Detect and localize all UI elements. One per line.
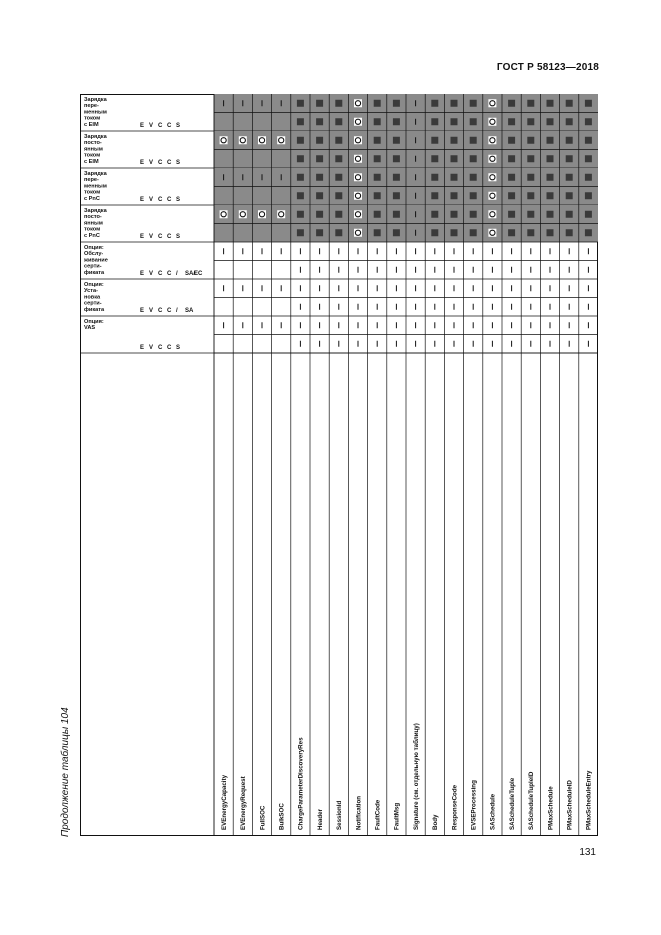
cell-mandatory (431, 118, 438, 125)
cell-mandatory (297, 137, 304, 144)
row-label: PMaxSchedule (547, 786, 555, 830)
cell-mandatory (470, 229, 477, 236)
cell-mandatory (335, 229, 342, 236)
group-sub-letter: EC (194, 271, 203, 277)
row-label: Notification (355, 795, 363, 830)
row-label: EVEnergyCapacity (220, 774, 228, 830)
group-header-line: пере- (84, 103, 99, 110)
cell-mandatory (316, 100, 323, 107)
group-header-line: Опция: (84, 282, 104, 288)
group-header-line: пере- (84, 177, 99, 184)
group-sub-letter: S (176, 197, 181, 203)
cell-mandatory (316, 118, 323, 125)
group-sub-letter: SA/ (185, 271, 196, 277)
cell-mandatory (470, 155, 477, 162)
group-header-line: Уста- (84, 288, 98, 295)
group-sub-letter: E (140, 345, 145, 351)
cell-mandatory (566, 137, 573, 144)
requirements-table (80, 94, 598, 836)
row-label: BulkSOC (278, 803, 286, 830)
row-label: ResponseCode (451, 784, 459, 830)
cell-mandatory (297, 174, 304, 181)
cell-mandatory (374, 192, 381, 199)
group-header-line: Зарядка (84, 171, 107, 177)
cell-mandatory (316, 174, 323, 181)
cell-mandatory (431, 192, 438, 199)
cell-mandatory (451, 137, 458, 144)
cell-mandatory (297, 118, 304, 125)
group-sub-letter: S (176, 234, 181, 240)
group-sub-letter: SA (185, 308, 194, 314)
group-header-line: с EIM (84, 121, 99, 128)
cell-mandatory (393, 192, 400, 199)
group-header-line: янным (84, 220, 103, 227)
cell-mandatory (451, 229, 458, 236)
cell-mandatory (297, 211, 304, 218)
cell-mandatory (393, 155, 400, 162)
cell-mandatory (393, 100, 400, 107)
group-sub-letter: S (176, 345, 181, 351)
cell-mandatory (297, 100, 304, 107)
cell-mandatory (508, 192, 515, 199)
group-sub-letter: V (149, 308, 154, 314)
group-sub-letter: V (149, 160, 154, 166)
group-sub-letter: V (149, 197, 154, 203)
group-sub-letter: C (158, 271, 163, 277)
cell-mandatory (470, 100, 477, 107)
cell-mandatory (431, 174, 438, 181)
group-header-line: Обслу- (84, 251, 104, 258)
cell-mandatory (470, 174, 477, 181)
group-header-line: янным (84, 146, 103, 153)
group-sub-letter: C (167, 308, 172, 314)
cell-mandatory (374, 155, 381, 162)
cell-mandatory (547, 192, 554, 199)
cell-mandatory (431, 155, 438, 162)
cell-mandatory (585, 192, 592, 199)
group-header-line: VAS (84, 325, 96, 332)
cell-mandatory (335, 211, 342, 218)
group-sub-letter: C (167, 234, 172, 240)
cell-mandatory (470, 137, 477, 144)
group-sub-letter: E (140, 271, 145, 277)
cell-mandatory (297, 192, 304, 199)
cell-mandatory (566, 211, 573, 218)
cell-mandatory (451, 118, 458, 125)
cell-mandatory (547, 100, 554, 107)
cell-mandatory (451, 174, 458, 181)
cell-mandatory (585, 118, 592, 125)
cell-mandatory (393, 229, 400, 236)
cell-mandatory (585, 174, 592, 181)
row-label: PMaxScheduleID (566, 780, 574, 830)
standard-number: ГОСТ Р 58123—2018 (496, 62, 599, 73)
group-header-line: током (84, 115, 101, 122)
cell-mandatory (585, 229, 592, 236)
row-label: EVSEProcessing (470, 780, 478, 830)
group-header-line: с EIM (84, 158, 99, 165)
cell-mandatory (508, 229, 515, 236)
cell-mandatory (335, 174, 342, 181)
cell-mandatory (374, 137, 381, 144)
group-sub-letter: V (149, 123, 154, 129)
cell-mandatory (316, 155, 323, 162)
cell-mandatory (374, 100, 381, 107)
group-sub-letter: V (149, 271, 154, 277)
cell-mandatory (451, 192, 458, 199)
page-number: 131 (579, 847, 596, 858)
group-sub-letter: C (167, 197, 172, 203)
group-header-line: живание (84, 257, 108, 264)
group-sub-letter: C (158, 345, 163, 351)
group-sub-letter: C (167, 271, 172, 277)
group-sub-letter: C (158, 123, 163, 129)
cell-mandatory (585, 155, 592, 162)
row-label: Header (316, 809, 324, 830)
cell-mandatory (431, 100, 438, 107)
cell-mandatory (566, 100, 573, 107)
group-sub-letter: S (176, 123, 181, 129)
group-sub-letter: C (158, 234, 163, 240)
group-header-line: фиката (84, 269, 105, 276)
cell-mandatory (451, 100, 458, 107)
group-header-line: серти- (84, 263, 102, 270)
group-sub-letter: E (140, 123, 145, 129)
row-label: Signature (см. отдельную таблицу) (412, 723, 420, 830)
cell-mandatory (527, 174, 534, 181)
table-continuation-caption: Продолжение таблицы 104 (60, 707, 71, 837)
cell-mandatory (508, 174, 515, 181)
cell-mandatory (566, 118, 573, 125)
cell-mandatory (393, 211, 400, 218)
cell-mandatory (316, 192, 323, 199)
group-sub-letter: E (140, 197, 145, 203)
cell-mandatory (566, 155, 573, 162)
cell-mandatory (335, 192, 342, 199)
cell-mandatory (585, 211, 592, 218)
cell-mandatory (508, 100, 515, 107)
cell-mandatory (316, 229, 323, 236)
row-label: FaultMsg (393, 802, 401, 830)
group-sub-letter: C (158, 197, 163, 203)
cell-mandatory (393, 137, 400, 144)
cell-mandatory (585, 137, 592, 144)
cell-mandatory (393, 118, 400, 125)
group-sub-letter: V (149, 345, 154, 351)
cell-mandatory (566, 192, 573, 199)
cell-mandatory (316, 137, 323, 144)
cell-mandatory (527, 229, 534, 236)
row-label: SessionId (336, 800, 344, 830)
group-sub-letter: C (167, 123, 172, 129)
row-label: FaultCode (374, 799, 382, 830)
row-label: SASchedule (489, 793, 497, 830)
cell-mandatory (451, 211, 458, 218)
group-header-line: серти- (84, 300, 102, 307)
cell-mandatory (335, 155, 342, 162)
cell-mandatory (451, 155, 458, 162)
row-label: PMaxScheduleEntry (585, 770, 593, 830)
group-sub-letter: V (149, 234, 154, 240)
cell-mandatory (547, 174, 554, 181)
cell-mandatory (335, 137, 342, 144)
cell-mandatory (527, 137, 534, 144)
cell-mandatory (374, 174, 381, 181)
group-header-line: менным (84, 183, 107, 190)
group-sub-letter: S (176, 160, 181, 166)
cell-mandatory (508, 211, 515, 218)
group-header-line: менным (84, 109, 107, 116)
group-header-line: фиката (84, 306, 105, 313)
cell-mandatory (547, 211, 554, 218)
group-header-line: током (84, 189, 101, 196)
cell-mandatory (470, 211, 477, 218)
cell-mandatory (508, 155, 515, 162)
group-header-line: током (84, 226, 101, 233)
cell-mandatory (547, 118, 554, 125)
row-label: ChargeParameterDiscoveryRes (297, 737, 305, 830)
group-header-line: Опция: (84, 245, 104, 251)
row-label: EVEnergyRequest (240, 776, 248, 830)
cell-mandatory (566, 229, 573, 236)
group-sub-letter: E (140, 160, 145, 166)
cell-mandatory (527, 155, 534, 162)
group-header-line: Зарядка (84, 97, 107, 103)
group-header-line: с PnC (84, 195, 100, 202)
cell-mandatory (527, 211, 534, 218)
group-sub-letter: C (158, 160, 163, 166)
row-label: SAScheduleTuple (508, 777, 516, 830)
cell-mandatory (585, 100, 592, 107)
cell-mandatory (431, 137, 438, 144)
row-label: FullSOC (259, 805, 267, 830)
cell-mandatory (431, 229, 438, 236)
group-header-line: Опция: (84, 319, 104, 325)
cell-mandatory (393, 174, 400, 181)
group-sub-letter: C (158, 308, 163, 314)
cell-mandatory (527, 192, 534, 199)
group-sub-letter: E (140, 308, 145, 314)
cell-mandatory (316, 211, 323, 218)
cell-mandatory (335, 118, 342, 125)
cell-mandatory (508, 118, 515, 125)
cell-mandatory (547, 229, 554, 236)
group-header-line: новка (84, 294, 101, 301)
cell-mandatory (547, 137, 554, 144)
cell-mandatory (297, 155, 304, 162)
row-label: SAScheduleTupleID (528, 771, 536, 830)
cell-mandatory (508, 137, 515, 144)
group-sub-letter: E (140, 234, 145, 240)
cell-mandatory (335, 100, 342, 107)
cell-mandatory (566, 174, 573, 181)
group-header-line: с PnC (84, 232, 100, 239)
group-sub-letter: C (167, 160, 172, 166)
cell-mandatory (297, 229, 304, 236)
cell-mandatory (431, 211, 438, 218)
group-header-line: Зарядка (84, 208, 107, 214)
cell-mandatory (374, 211, 381, 218)
group-header-line: посто- (84, 140, 102, 147)
group-header-line: Зарядка (84, 134, 107, 140)
cell-mandatory (527, 118, 534, 125)
row-label: Body (432, 814, 440, 830)
cell-mandatory (527, 100, 534, 107)
group-sub-letter: / (176, 271, 178, 277)
cell-mandatory (374, 118, 381, 125)
cell-mandatory (374, 229, 381, 236)
cell-mandatory (470, 192, 477, 199)
group-sub-letter: / (176, 308, 178, 314)
cell-mandatory (470, 118, 477, 125)
group-header-line: посто- (84, 214, 102, 221)
cell-mandatory (547, 155, 554, 162)
group-header-line: током (84, 152, 101, 159)
group-sub-letter: C (167, 345, 172, 351)
